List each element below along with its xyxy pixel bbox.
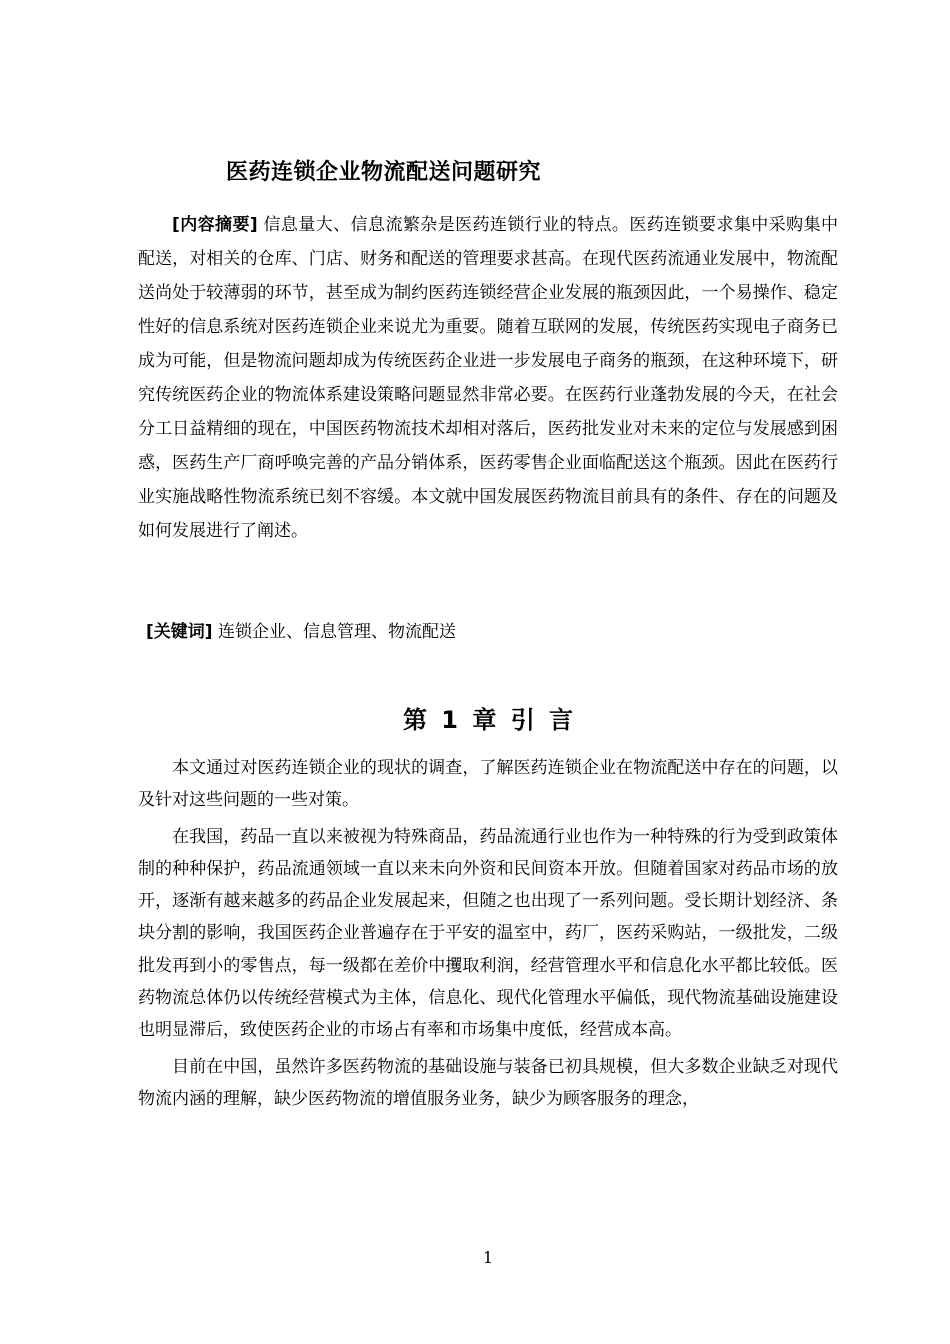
keywords-text: 连锁企业、信息管理、物流配送 xyxy=(217,622,456,642)
body-paragraph: 在我国，药品一直以来被视为特殊商品，药品流通行业也作为一种特殊的行为受到政策体制的种种保护，药品流通领域一直以来未向外资和民间资本开放。但随着国家对药品市场的放开，逐渐有越来越多的药品企业发展起来，但随之也出现了一系列问题。受长期计划经济、条块分割的影响，我国医药企业普遍存在于平安的温室中，药厂，医药采购站，一级批发，二级批发再到小的零售点，每一级都在差价中攫取利润，经营管理水平和信息化水平都比较低。医药物流总体仍以传统经营模式为主体，信息化、现代化管理水平偏低，现代物流基础设施建设也明显滞后，致使医药企业的市场占有率和市场集中度低，经营成本高。 xyxy=(138,826,838,1041)
chapter-body xyxy=(138,752,838,1119)
body-paragraph: 目前在中国，虽然许多医药物流的基础设施与装备已初具规模，但大多数企业缺乏对现代物流内涵的理解，缺少医药物流的增值服务业务，缺少为顾客服务的理念， xyxy=(138,1056,838,1109)
abstract-section xyxy=(138,208,838,548)
abstract-label: [内容摘要] xyxy=(172,215,258,235)
abstract-text: 信息量大、信息流繁杂是医药连锁行业的特点。医药连锁要求集中采购集中配送，对相关的仓库、门店、财务和配送的管理要求甚高。在现代医药流通业发展中，物流配送尚处于较薄弱的环节，甚至成为制约医药连锁经营企业发展的瓶颈因此，一个易操作、稳定性好的信息系统对医药连锁企业来说尤为重要。随着互联网的发展，传统医药实现电子商务已成为可能，但是物流问题却成为传统医药企业进一步发展电子商务的瓶颈，在这种环境下，研究传统医药企业的物流体系建设策略问题显然非常必要。在医药行业蓬勃发展的今天，在社会分工日益精细的现在，中国医药物流技术却相对落后，医药批发业对未来的定位与发展感到困惑，医药生产厂商呼唤完善的产品分销体系，医药零售企业面临配送这个瓶颈。因此在医药行业实施战略性物流系统已刻不容缓。本文就中国发展医药物流目前具有的条件、存在的问题及如何发展进行了阐述。 xyxy=(138,215,838,541)
body-paragraph: 本文通过对医药连锁企业的现状的调查，了解医药连锁企业在物流配送中存在的问题，以及针对这些问题的一些对策。 xyxy=(138,758,838,811)
document-title: 医药连锁企业物流配送问题研究 xyxy=(226,160,542,185)
page-number: 1 xyxy=(482,1248,494,1267)
keywords-section xyxy=(146,617,846,647)
chapter-heading: 第 1 章 引 言 xyxy=(402,706,574,734)
keywords-label: [关键词] xyxy=(146,622,213,642)
